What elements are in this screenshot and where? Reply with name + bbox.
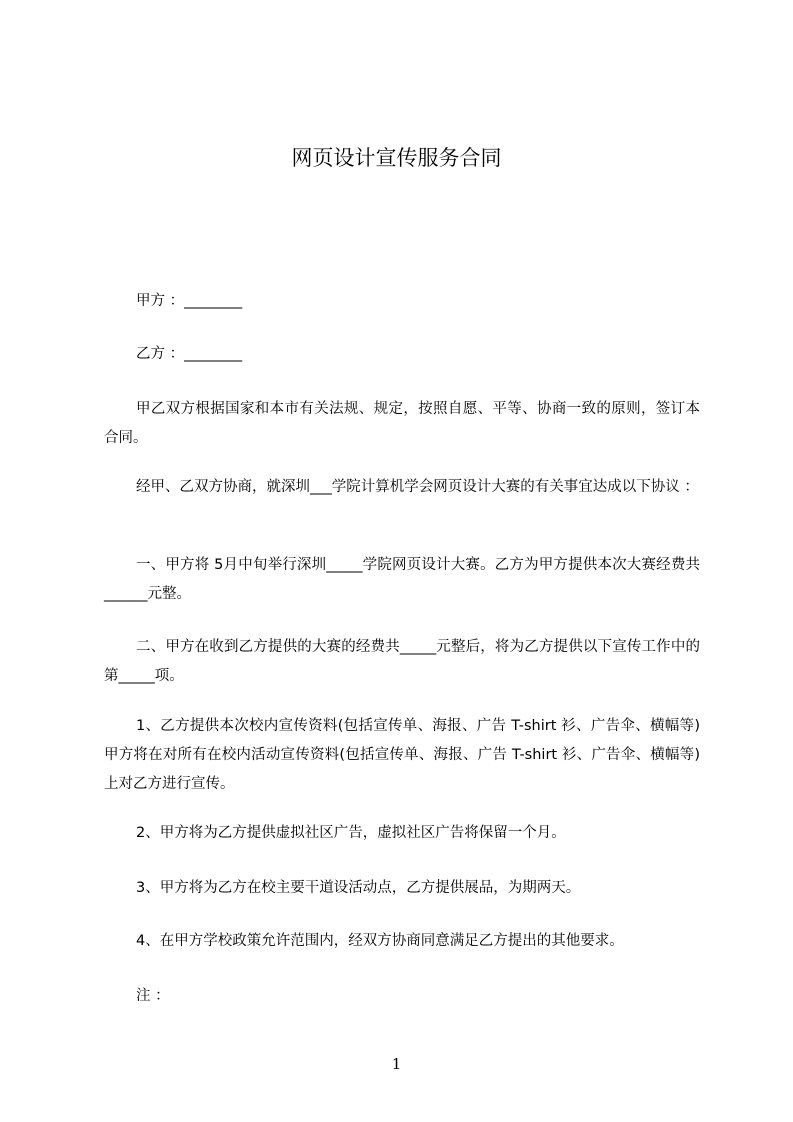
list-item-two: 2、甲方将为乙方提供虚拟社区广告，虚拟社区广告将保留一个月。	[136, 825, 566, 841]
clause-one: 一、甲方将 5月中旬举行深圳_____学院网页设计大赛。乙方为甲方提供本次大赛经费共______元整。	[104, 557, 700, 602]
clause-two: 二、甲方在收到乙方提供的大赛的经费共_____元整后，将为乙方提供以下宣传工作中的第_____项。	[104, 639, 700, 684]
list-item-one: 1、乙方提供本次校内宣传资料(包括宣传单、海报、广告 T-shirt 衫、广告伞、横幅等)甲方将在对所有在校内活动宣传资料(包括宣传单、海报、广告 T-shirt 衫、广告伞、横幅等)上对乙方进行宣传。	[104, 718, 700, 792]
preamble-paragraph: 甲乙双方根据国家和本市有关法规、规定，按照自愿、平等、协商一致的原则，签订本合同。	[104, 401, 700, 446]
page-number: 1	[391, 1055, 402, 1073]
list-item-three: 3、甲方将为乙方在校主要干道设活动点，乙方提供展品，为期两天。	[136, 880, 581, 896]
agreement-intro-paragraph: 经甲、乙双方协商，就深圳___学院计算机学会网页设计大赛的有关事宜达成以下协议 ：	[136, 479, 699, 495]
party-a-line: 甲方 ：________	[136, 293, 243, 309]
party-b-line: 乙方 ：________	[136, 346, 243, 362]
note-label: 注 ：	[136, 988, 170, 1004]
document-title: 网页设计宣传服务合同	[291, 146, 502, 170]
list-item-four: 4、在甲方学校政策允许范围内，经双方协商同意满足乙方提出的其他要求。	[136, 933, 624, 949]
